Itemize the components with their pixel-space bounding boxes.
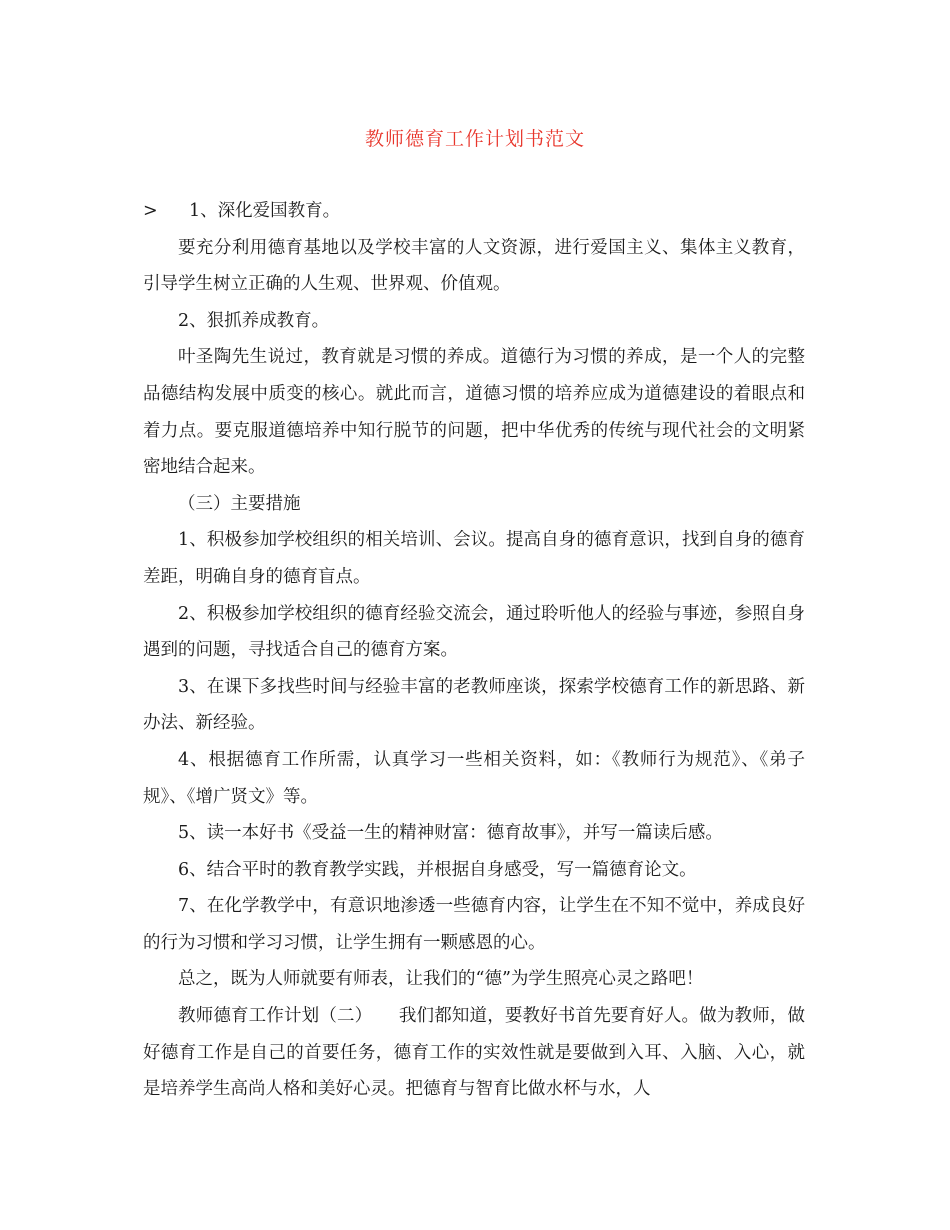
paragraph: 1、积极参加学校组织的相关培训、会议。提高自身的德育意识，找到自身的德育差距，明确自身的德育盲点。 (143, 530, 805, 587)
section-heading: （三）主要措施 (178, 493, 301, 514)
paragraph: 6、结合平时的教育教学实践，并根据自身感受，写一篇德育论文。 (178, 859, 697, 880)
document-body (143, 193, 805, 1108)
paragraph: 5、读一本好书《受益一生的精神财富：德育故事》，并写一篇读后感。 (178, 823, 723, 844)
paragraph: 4、根据德育工作所需，认真学习一些相关资料，如：《教师行为规范》、《弟子规》、《增广贤文》等。 (143, 749, 805, 807)
paragraph: 教师德育工作计划（二） 我们都知道，要教好书首先要育好人。做为教师，做好德育工作是自己的首要任务，德育工作的实效性就是要做到入耳、入脑、入心，就是培养学生高尚人格和美好心灵。把德育与智育比做水杯与水，人 (143, 1006, 805, 1100)
paragraph: 叶圣陶先生说过，教育就是习惯的养成。道德行为习惯的养成，是一个人的完整品德结构发展中质变的核心。就此而言，道德习惯的培养应成为道德建设的着眼点和着力点。要克服道德培养中知行脱节的问题，把中华优秀的传统与现代社会的文明紧密地结合起来。 (143, 347, 805, 478)
paragraph: 2、狠抓养成教育。 (178, 310, 330, 331)
document-title: 教师德育工作计划书范文 (364, 128, 585, 150)
paragraph: 3、在课下多找些时间与经验丰富的老教师座谈，探索学校德育工作的新思路、新办法、新经验。 (143, 676, 805, 734)
paragraph-text: 1、深化爱国教育。 (189, 201, 341, 221)
paragraph: 总之，既为人师就要有师表，让我们的“德”为学生照亮心灵之路吧！ (178, 969, 704, 990)
paragraph: 2、积极参加学校组织的德育经验交流会，通过聆听他人的经验与事迹，参照自身遇到的问题，寻找适合自己的德育方案。 (143, 603, 805, 661)
paragraph: 要充分利用德育基地以及学校丰富的人文资源，进行爱国主义、集体主义教育，引导学生树立正确的人生观、世界观、价值观。 (143, 237, 805, 295)
paragraph (143, 193, 805, 230)
paragraph: 7、在化学教学中，有意识地渗透一些德育内容，让学生在不知不觉中，养成良好的行为习惯和学习习惯，让学生拥有一颗感恩的心。 (143, 896, 805, 953)
bullet-marker: > (143, 201, 158, 221)
